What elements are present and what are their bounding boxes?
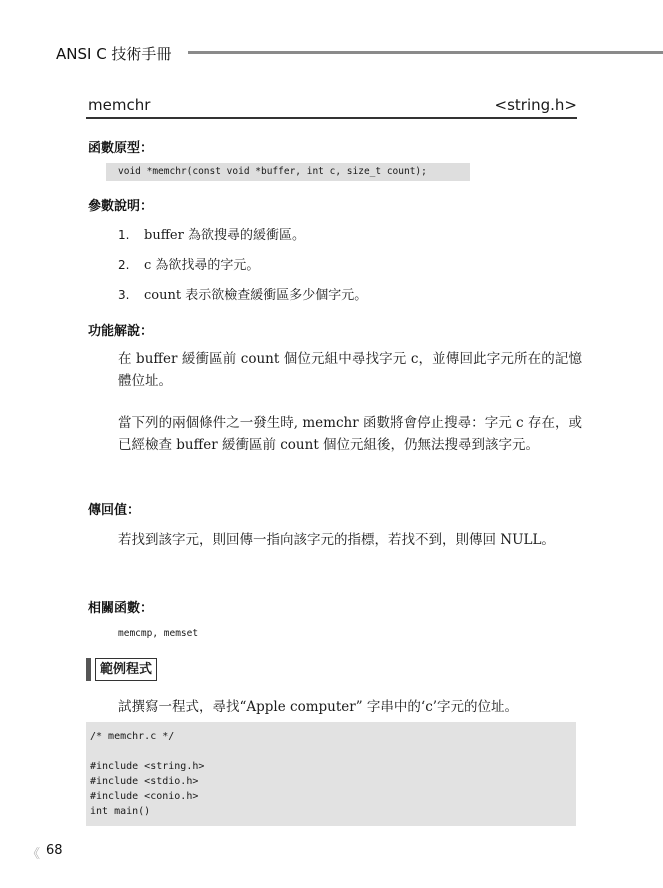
param-item — [118, 224, 305, 243]
param-text: c 為欲找尋的字元。 — [144, 258, 260, 273]
example-intro: 試撰寫一程式，尋找“Apple computer” 字串中的‘c’字元的位址。 — [118, 699, 519, 715]
code-line: /* memchr.c */ — [90, 731, 175, 742]
code-line: int main() — [90, 806, 151, 817]
code-line: #include <stdio.h> — [90, 776, 199, 787]
param-item — [118, 284, 367, 303]
params-heading: 參數說明： — [88, 199, 154, 214]
double-chevron-left-icon: 《 — [27, 847, 38, 862]
function-header-file: <string.h> — [494, 96, 577, 114]
param-number: 2. — [118, 258, 130, 272]
param-number: 1. — [118, 228, 130, 242]
example-marker-bar — [86, 658, 91, 681]
code-line: #include <conio.h> — [90, 791, 199, 802]
return-text: 若找到該字元，則回傳一指向該字元的指標，若找不到，則傳回 NULL。 — [118, 532, 555, 548]
code-block — [86, 722, 576, 826]
function-name: memchr — [88, 96, 151, 114]
description-paragraph-1: 在 buffer 緩衝區前 count 個位元組中尋找字元 c，並傳回此字元所在的記憶體位址。 — [118, 351, 582, 389]
description-heading: 功能解說： — [88, 324, 154, 339]
book-title: ANSI C 技術手冊 — [56, 45, 172, 63]
return-heading: 傳回值： — [88, 503, 141, 518]
param-text: count 表示欲檢查緩衝區多少個字元。 — [144, 288, 368, 303]
function-rule — [86, 117, 577, 119]
param-item — [118, 254, 259, 273]
description-paragraph-2: 當下列的兩個條件之一發生時, memchr 函數將會停止搜尋：字元 c 存在，或已經檢查 buffer 緩衝區前 count 個位元組後，仍無法搜尋到該字元。 — [118, 415, 582, 453]
code-line — [90, 744, 576, 759]
code-line: #include <string.h> — [90, 761, 205, 772]
prototype-heading: 函數原型： — [88, 141, 154, 156]
header-rule — [188, 51, 663, 54]
example-label: 範例程式 — [95, 658, 157, 681]
page-number: 68 — [46, 843, 63, 858]
prototype-code: void *memchr(const void *buffer, int c, size_t count); — [106, 163, 470, 181]
param-number: 3. — [118, 288, 130, 302]
related-functions: memcmp, memset — [118, 628, 199, 639]
related-heading: 相關函數： — [88, 601, 154, 616]
param-text: buffer 為欲搜尋的緩衝區。 — [144, 228, 305, 243]
